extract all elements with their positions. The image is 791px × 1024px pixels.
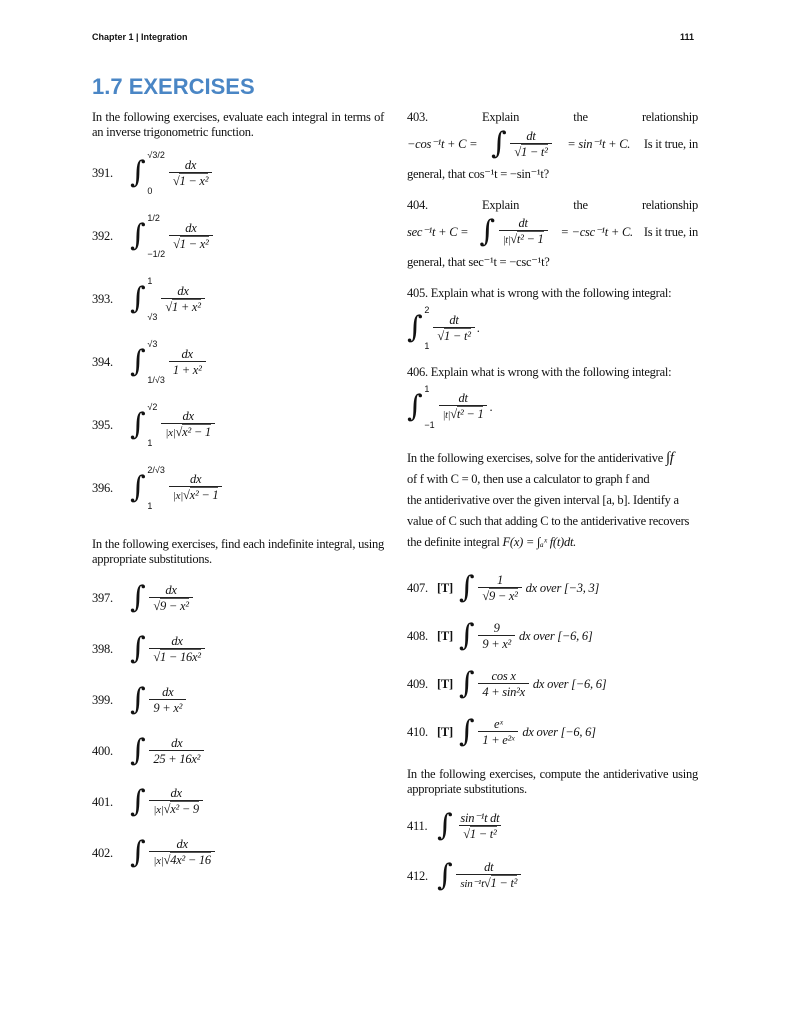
integral [130,632,207,666]
radicand: 9 − x² [160,598,189,613]
radicand: 1 − t² [520,144,548,159]
upper-limit: 1/2 [147,213,160,223]
page-number: 111 [680,32,695,42]
fraction [478,621,515,652]
exercise-number: 400. [92,743,113,758]
equation-lhs: −cos⁻¹t + C = [407,137,478,151]
numerator: dx [165,582,177,597]
numerator: dt [484,860,494,874]
word: relationship [641,110,698,124]
radicand: t² − 1 [456,407,484,421]
denominator [459,825,500,842]
limits [147,402,157,448]
interval-text: dx over [−6, 6] [532,676,607,691]
denominator [478,731,518,748]
integral [130,785,205,819]
radicand: x² − 9 [170,802,199,816]
integral-sign-icon: ∫ [437,858,453,893]
integral-sign-icon: ∫ [130,470,146,505]
fraction [149,685,186,716]
exercise-402 [92,836,384,870]
integral [437,859,523,893]
exercise-group-4 [407,809,698,893]
equation-lhs: sec⁻¹t + C = [407,225,469,239]
exercise-number: 396. [92,480,113,495]
integral-sign-icon: ∫ [479,214,495,249]
denominator-expr: 25 + 16x² [153,751,201,766]
denominator-prefix: |t| [502,235,511,246]
denominator-expr: |x| [153,855,164,867]
denominator-expr: |x| [153,804,164,816]
sqrt-icon: √ [165,299,172,314]
radicand: 1 − x² [179,236,209,251]
word: Explain [482,110,520,124]
limits [147,276,157,322]
exercise-393 [92,276,384,322]
denominator [169,172,212,189]
math-inline: F(x) = ∫ₐˣ f(t)dt. [502,535,577,549]
text-line: In the following exercises, solve for the antiderivative [407,451,664,465]
exercise-group-3 [407,571,698,749]
integral-sign-icon: ∫ [130,218,146,253]
radicand: x² − 1 [189,488,219,502]
integral-sign-icon: ∫ [458,666,475,701]
denominator [456,874,521,892]
denominator [478,635,515,652]
radicand: 1 − t² [469,826,497,841]
upper-limit: 2/√3 [147,465,165,475]
integral-sign-icon: ∫ [490,126,507,161]
question-text: Is it true, in [643,224,698,239]
fraction [478,669,529,700]
tech-tag: [T] [437,580,453,595]
tech-tag: [T] [437,628,453,643]
integral-sign-icon: ∫ [407,310,423,345]
radicand: t² − 1 [516,232,544,246]
text-line: the definite integral [407,535,500,549]
denominator-expr: 1 + x² [172,362,202,377]
integral [459,667,531,701]
exercise-text: 405. Explain what is wrong with the following integral: [407,286,672,300]
integral-sign-icon: ∫ [130,281,146,316]
equation-rhs: = sin⁻¹t + C. [567,137,631,151]
fraction [169,347,206,378]
integral [130,836,217,870]
sqrt-icon: √ [463,826,470,841]
integral [130,734,206,768]
exercise-401 [92,785,384,819]
integral-sign-icon: ∫ [458,570,475,605]
exercise-396 [92,465,384,511]
limits [147,339,164,385]
exercise-409 [407,667,698,701]
exercise-number: 407. [407,580,428,595]
lower-limit: 1 [424,341,430,351]
interval-text: dx over [−3, 3] [525,580,600,595]
integral-sign-icon: ∫ [130,580,146,615]
sqrt-icon: √ [172,173,180,188]
integral [437,809,505,843]
fraction [149,736,204,767]
limits [147,465,164,511]
exercise-number: 402. [92,845,113,860]
radicand: 1 + x² [171,299,201,314]
exercise-group-2 [92,581,384,870]
denominator [149,800,203,818]
integral [130,150,214,196]
denominator-expr: |x| [165,427,176,439]
fraction [161,284,204,315]
fraction [161,409,215,441]
integral-sign-icon: ∫ [130,682,146,717]
integral-sign-icon: ∫ [437,808,453,843]
word: Explain [482,198,520,212]
exercise-number: 397. [92,590,113,605]
fraction [149,786,203,818]
tech-tag: [T] [437,676,453,691]
interval-text: dx over [−6, 6] [522,724,596,739]
instructions-4: In the following exercises, compute the antiderivative using appropriate substitutions. [407,767,698,796]
exercise-number: 412. [407,868,428,883]
integral-sign-icon: ∫ [130,155,146,190]
fraction [456,811,503,842]
lower-limit: 1/√3 [147,375,165,385]
radicand: 4x² − 16 [170,853,211,867]
numerator: dx [189,472,202,486]
numerator: dx [182,409,194,423]
numerator: dt [458,391,468,405]
fraction [169,158,212,189]
radicand: 1 − t² [444,328,471,343]
denominator-expr: sin⁻¹t [460,878,484,890]
sqrt-icon: √ [175,425,183,439]
text-line: of f with C = 0, then use a calculator to graph f and [407,472,650,486]
right-column [407,110,698,893]
exercise-number: 395. [92,417,113,432]
integral [130,465,224,511]
numerator: dx [162,684,174,699]
radicand: 1 − 16x² [160,649,201,664]
tech-tag: [T] [437,724,453,739]
exercise-number: 409. [407,676,428,691]
denominator [149,699,186,716]
limits [147,150,164,196]
upper-limit: 1 [147,276,153,286]
denominator [169,235,212,252]
integral [459,619,517,653]
exercise-number: 399. [92,692,113,707]
integral-sign-icon: ∫ [130,835,146,870]
fraction [149,837,215,869]
fraction [169,221,212,252]
exercise-number: 398. [92,641,113,656]
numerator: 1 [496,572,503,587]
fraction [478,717,518,748]
numerator: dx [184,157,197,172]
exercise-number: 393. [92,291,113,306]
question-line: general, that cos⁻¹t = −sin⁻¹t? [407,167,549,181]
exercise-number: 403. [407,110,428,124]
exercise-407 [407,571,698,605]
radicand: 1 − t² [490,876,518,890]
limits [147,213,165,259]
exercise-406: 406. Explain what is wrong with the following integral: ∫ 1 −1 $\frac{dt}{\text{|t|√t² − 1}}$ . [407,365,698,430]
text-line: value of C such that adding C to the antiderivative recovers [407,514,690,528]
numerator: dt [449,312,459,327]
interval-text: dx over [−6, 6] [519,628,593,643]
exercise-number: 411. [407,818,428,833]
exercise-404: 404. Explain the relationship sec⁻¹t + C = ∫ $\frac{dt}{\text{|t|√t² − 1}}$ = −csc⁻¹t + C. Is it true, in general, that sec⁻¹t = −csc⁻¹t? [407,198,698,269]
denominator-expr: |x| [172,490,184,502]
integral [130,213,215,259]
radicand: 1 − x² [179,173,209,188]
exercise-group-1 [92,150,384,511]
sqrt-icon: √ [183,488,190,502]
exercise-number: 404. [407,198,428,212]
lower-limit: 1 [147,501,153,511]
exercise-number: 408. [407,628,428,643]
numerator: dt [526,128,536,143]
word: the [573,198,588,212]
question-text: Is it true, in [643,136,698,151]
lower-limit: 0 [147,186,153,196]
numerator: 9 [493,620,500,635]
upper-limit: √3 [147,339,158,349]
fraction [149,583,192,614]
denominator [149,851,215,869]
numerator: dx [185,220,197,235]
denominator [478,683,529,700]
sqrt-icon: √ [163,802,171,816]
fraction [169,472,223,504]
numerator: dx [171,633,183,648]
lower-limit: −1 [424,420,435,430]
denominator-expr: 4 + sin²x [482,684,525,699]
sqrt-icon: √ [173,236,180,251]
integral [130,402,217,448]
exercise-398 [92,632,384,666]
numerator: dx [171,735,183,750]
numerator: cos x [491,668,516,683]
denominator [149,597,192,614]
sqrt-icon: √ [153,598,161,613]
lower-limit: −1/2 [147,249,166,259]
exercise-403: 403. Explain the relationship −cos⁻¹t + C = ∫ $\frac{dt}{\text{√1 − t²}}$ = sin⁻¹t + C. Is it true, in general, that cos⁻¹t = −sin⁻¹t? [407,110,698,181]
denominator [149,750,204,767]
denominator-expr: 1 + e²ˣ [482,732,515,747]
instructions-2: In the following exercises, find each indefinite integral, using appropriate substitutions. [92,537,384,566]
exercise-392 [92,213,384,259]
left-column [92,110,384,870]
exercise-394 [92,339,384,385]
numerator: dx [170,786,182,800]
exercise-411 [407,809,698,843]
integral-sign-icon: ∫ [130,631,146,666]
integral-sign-icon: ∫ [130,784,146,819]
denominator [161,298,204,315]
denominator [169,486,223,504]
exercise-405: 405. Explain what is wrong with the following integral: ∫ 2 1 $\frac{dt}{\text{√1 − t²}}$ . [407,286,698,351]
exercise-391 [92,150,384,196]
chapter-header: Chapter 1 | Integration [92,32,188,42]
lower-limit: 1 [147,438,153,448]
sqrt-icon: √ [482,588,489,603]
sqrt-icon: √ [153,649,161,664]
upper-limit: √3/2 [147,150,165,160]
equation-rhs: = −csc⁻¹t + C. [560,225,633,239]
exercise-397 [92,581,384,615]
upper-limit: √2 [147,402,158,412]
numerator: sin⁻¹t dt [460,810,500,825]
integral [130,581,195,615]
numerator: dx [177,283,189,298]
section-title: 1.7 EXERCISES [92,74,255,99]
sqrt-icon: √ [483,876,491,890]
integral [130,276,207,322]
exercise-number: 394. [92,354,113,369]
word: the [573,110,588,124]
math-inline: ∫f [665,450,674,466]
integral-sign-icon: ∫ [130,733,146,768]
integral-sign-icon: ∫ [458,714,475,749]
upper-limit: 1 [424,384,430,394]
integral [130,339,208,385]
sqrt-icon: √ [163,853,171,867]
numerator: dx [176,837,188,851]
upper-limit: 2 [424,305,430,315]
denominator [161,423,215,441]
numerator: dx [181,346,193,361]
numerator: dt [518,216,528,230]
denominator [149,648,204,665]
integral-sign-icon: ∫ [407,389,423,424]
text-line: the antiderivative over the given interval [a, b]. Identify a [407,493,679,507]
exercise-412 [407,859,698,893]
integral-sign-icon: ∫ [458,618,475,653]
exercise-number: 391. [92,165,113,180]
fraction [149,634,204,665]
exercise-410 [407,715,698,749]
exercise-395 [92,402,384,448]
exercise-text: 406. Explain what is wrong with the following integral: [407,365,672,379]
integral [130,683,188,717]
integral-sign-icon: ∫ [130,407,146,442]
exercise-400 [92,734,384,768]
exercise-number: 401. [92,794,113,809]
denominator [169,361,206,378]
denominator-prefix: |t| [442,410,451,421]
lower-limit: √3 [147,312,158,322]
question-line: general, that sec⁻¹t = −csc⁻¹t? [407,255,550,269]
denominator-expr: 9 + x² [482,636,512,651]
fraction [478,573,521,604]
radicand: x² − 1 [182,425,211,439]
integral-sign-icon: ∫ [130,344,146,379]
exercise-408 [407,619,698,653]
word: relationship [641,198,698,212]
instructions-1: In the following exercises, evaluate each integral in terms of an inverse trigonometric function. [92,110,384,139]
integral [459,715,520,749]
exercise-number: 410. [407,724,428,739]
instructions-3 [407,448,698,553]
exercise-399 [92,683,384,717]
radicand: 9 − x² [488,588,518,603]
denominator [478,587,521,604]
exercise-number: 392. [92,228,113,243]
integral [459,571,524,605]
fraction [456,860,521,892]
denominator-expr: 9 + x² [153,700,183,715]
numerator: eˣ [494,716,503,731]
